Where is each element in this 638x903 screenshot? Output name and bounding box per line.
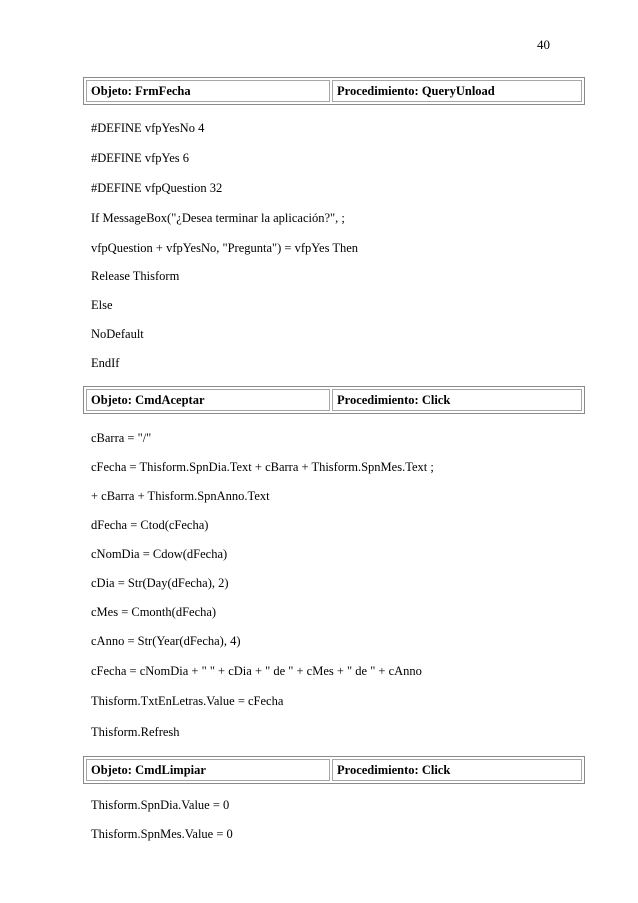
object-label: Objeto: CmdLimpiar [86,759,330,781]
object-label: Objeto: FrmFecha [86,80,330,102]
code-line: NoDefault [91,327,144,341]
code-line: cBarra = "/" [91,431,152,445]
procedure-label: Procedimiento: Click [332,759,582,781]
code-line: cNomDia = Cdow(dFecha) [91,547,228,561]
object-label: Objeto: CmdAceptar [86,389,330,411]
procedure-label: Procedimiento: QueryUnload [332,80,582,102]
code-line: Thisform.SpnMes.Value = 0 [91,827,233,841]
code-line: dFecha = Ctod(cFecha) [91,518,209,532]
code-line: Thisform.SpnDia.Value = 0 [91,798,230,812]
code-line: Release Thisform [91,269,180,283]
code-line: cFecha = cNomDia + " " + cDia + " de " + cMes + " de " + cAnno [91,664,422,678]
code-line: cAnno = Str(Year(dFecha), 4) [91,634,241,648]
code-line: + cBarra + Thisform.SpnAnno.Text [91,489,270,503]
code-line: Thisform.TxtEnLetras.Value = cFecha [91,694,284,708]
code-line: cDia = Str(Day(dFecha), 2) [91,576,229,590]
page-number: 40 [537,37,550,52]
code-line: #DEFINE vfpYesNo 4 [91,121,205,135]
section-header-cmdlimpiar [83,756,585,784]
code-line: If MessageBox("¿Desea terminar la aplicación?", ; [91,211,345,225]
code-line: vfpQuestion + vfpYesNo, "Pregunta") = vfpYes Then [91,241,359,255]
code-line: Thisform.Refresh [91,725,180,739]
code-line: cMes = Cmonth(dFecha) [91,605,217,619]
code-line: Else [91,298,113,312]
code-line: EndIf [91,356,120,370]
code-line: #DEFINE vfpQuestion 32 [91,181,223,195]
code-line: #DEFINE vfpYes 6 [91,151,190,165]
section-header-frmfecha [83,77,585,105]
code-line: cFecha = Thisform.SpnDia.Text + cBarra + Thisform.SpnMes.Text ; [91,460,434,474]
section-header-cmdaceptar [83,386,585,414]
procedure-label: Procedimiento: Click [332,389,582,411]
